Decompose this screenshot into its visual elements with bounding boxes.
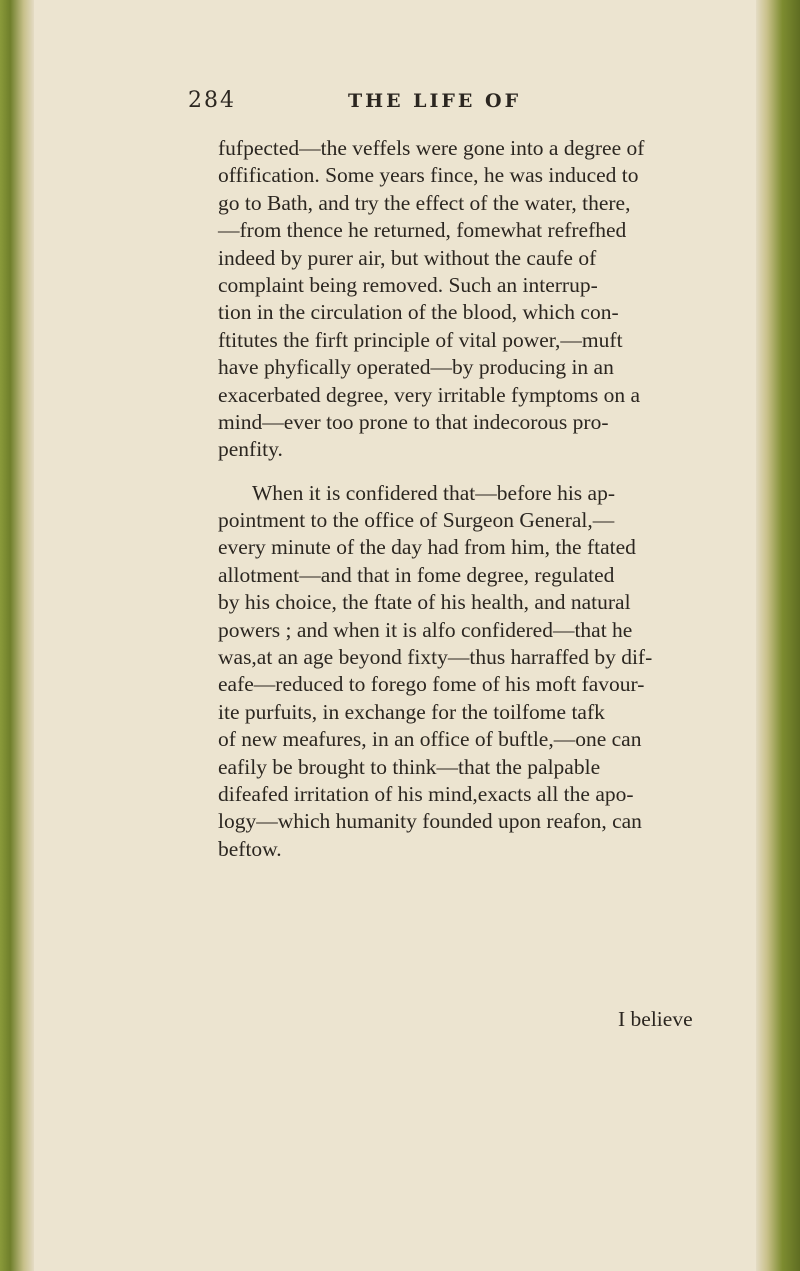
text-line: was,at an age beyond fixty—thus harraffed by dif- [218, 645, 653, 670]
text-line: offification. Some years fince, he was induced to [218, 163, 639, 188]
text-line: exacerbated degree, very irritable fymptoms on a [218, 382, 641, 407]
text-line: pointment to the office of Surgeon General,— [218, 508, 615, 533]
text-line: by his choice, the ftate of his health, and natural [218, 590, 631, 615]
text-line: beftow. [218, 836, 282, 861]
left-binding-edge [0, 0, 34, 1271]
catchword: I believe [618, 1007, 693, 1031]
text-line: have phyfically operated—by producing in an [218, 355, 614, 380]
text-line: powers ; and when it is alfo confidered—that he [218, 617, 633, 642]
paragraph [218, 480, 738, 863]
paragraph-gap [218, 464, 738, 480]
text-line: allotment—and that in fome degree, regulated [218, 562, 615, 587]
text-line: mind—ever too prone to that indecorous pro- [218, 409, 609, 434]
paragraph [218, 135, 738, 464]
text-line: go to Bath, and try the effect of the water, there, [218, 190, 631, 215]
text-line: ftitutes the firft principle of vital power,—muft [218, 327, 623, 352]
page-number: 284 [188, 88, 236, 113]
text-line: penfity. [218, 437, 283, 462]
text-line: complaint being removed. Such an interrup- [218, 272, 598, 297]
right-binding-edge [756, 0, 800, 1271]
text-line: tion in the circulation of the blood, which con- [218, 300, 619, 325]
text-line: of new meafures, in an office of buftle,—one can [218, 727, 642, 752]
body-text [218, 135, 738, 863]
running-title: THE LIFE OF [348, 90, 522, 112]
text-line: logy—which humanity founded upon reafon, can [218, 809, 642, 834]
text-line: difeafed irritation of his mind,exacts all the apo- [218, 781, 634, 806]
text-line: When it is confidered that—before his ap- [252, 480, 615, 505]
text-line: ite purfuits, in exchange for the toilfome tafk [218, 699, 605, 724]
text-line: every minute of the day had from him, the ftated [218, 535, 636, 560]
text-line: indeed by purer air, but without the caufe of [218, 245, 597, 270]
text-line: fufpected—the veffels were gone into a degree of [218, 136, 645, 160]
text-line: eafe—reduced to forego fome of his moft favour- [218, 672, 645, 697]
text-line: —from thence he returned, fomewhat refrefhed [218, 218, 627, 243]
running-head [188, 88, 568, 113]
text-line: eafily be brought to think—that the palpable [218, 754, 601, 779]
